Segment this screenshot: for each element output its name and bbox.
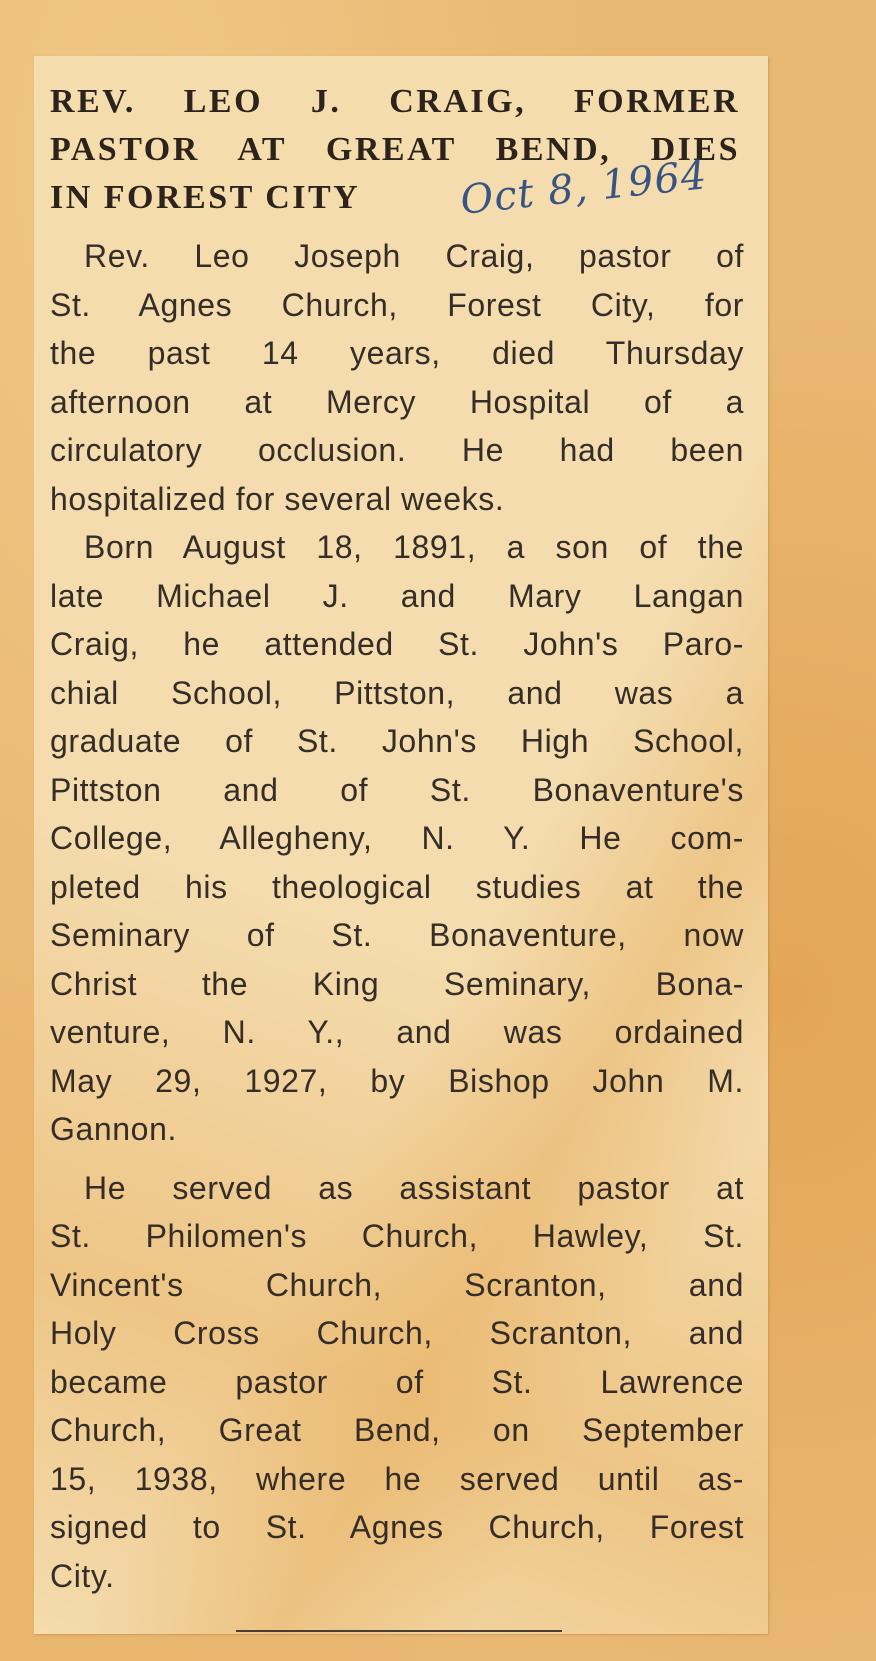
paragraph-2 — [50, 523, 744, 1154]
headline-line: PASTOR AT GREAT BEND, DIES — [50, 131, 740, 168]
text-line: Seminary of St. Bonaventure, now — [50, 917, 744, 953]
paragraph-3 — [50, 1164, 744, 1601]
text-line: became pastor of St. Lawrence — [50, 1363, 744, 1400]
text-line: late Michael J. and Mary Langan — [50, 577, 744, 614]
end-rule — [236, 1630, 562, 1632]
text-line: Holy Cross Church, Scranton, and — [50, 1315, 744, 1351]
text-line: Pittston and of St. Bonaventure's — [50, 771, 744, 808]
text-line: the past 14 years, died Thursday — [50, 335, 744, 371]
text-line: afternoon at Mercy Hospital of a — [50, 383, 744, 420]
text-line: graduate of St. John's High School, — [50, 723, 744, 759]
text-line: Rev. Leo Joseph Craig, pastor of — [84, 238, 744, 274]
text-line: Church, Great Bend, on September — [50, 1412, 744, 1448]
text-line: May 29, 1927, by Bishop John M. — [50, 1062, 744, 1099]
text-line: College, Allegheny, N. Y. He com- — [50, 820, 744, 856]
headline-line: REV. LEO J. CRAIG, FORMER — [50, 83, 740, 120]
text-line: Gannon. — [50, 1111, 177, 1147]
text-line: Born August 18, 1891, a son of the — [84, 529, 744, 565]
text-line: chial School, Pittston, and was a — [50, 674, 744, 711]
text-line: Craig, he attended St. John's Paro- — [50, 626, 744, 662]
text-line: circulatory occlusion. He had been — [50, 432, 744, 468]
text-line: hospitalized for several weeks. — [50, 480, 505, 517]
handwritten-date: Oct 8, 1964 — [458, 152, 710, 224]
headline-line: IN FOREST CITY — [50, 179, 361, 216]
text-line: St. Agnes Church, Forest City, for — [50, 286, 744, 323]
paragraph-1 — [50, 232, 744, 523]
text-line: pleted his theological studies at the — [50, 868, 744, 905]
text-line: venture, N. Y., and was ordained — [50, 1014, 744, 1050]
text-line: Vincent's Church, Scranton, and — [50, 1266, 744, 1303]
text-line: 15, 1938, where he served until as- — [50, 1460, 744, 1497]
text-line: signed to St. Agnes Church, Forest — [50, 1509, 744, 1545]
text-line: Christ the King Seminary, Bona- — [50, 965, 744, 1002]
text-line: He served as assistant pastor at — [84, 1169, 744, 1206]
article-body — [50, 232, 744, 1600]
text-line: St. Philomen's Church, Hawley, St. — [50, 1218, 744, 1254]
text-line: City. — [50, 1557, 115, 1594]
